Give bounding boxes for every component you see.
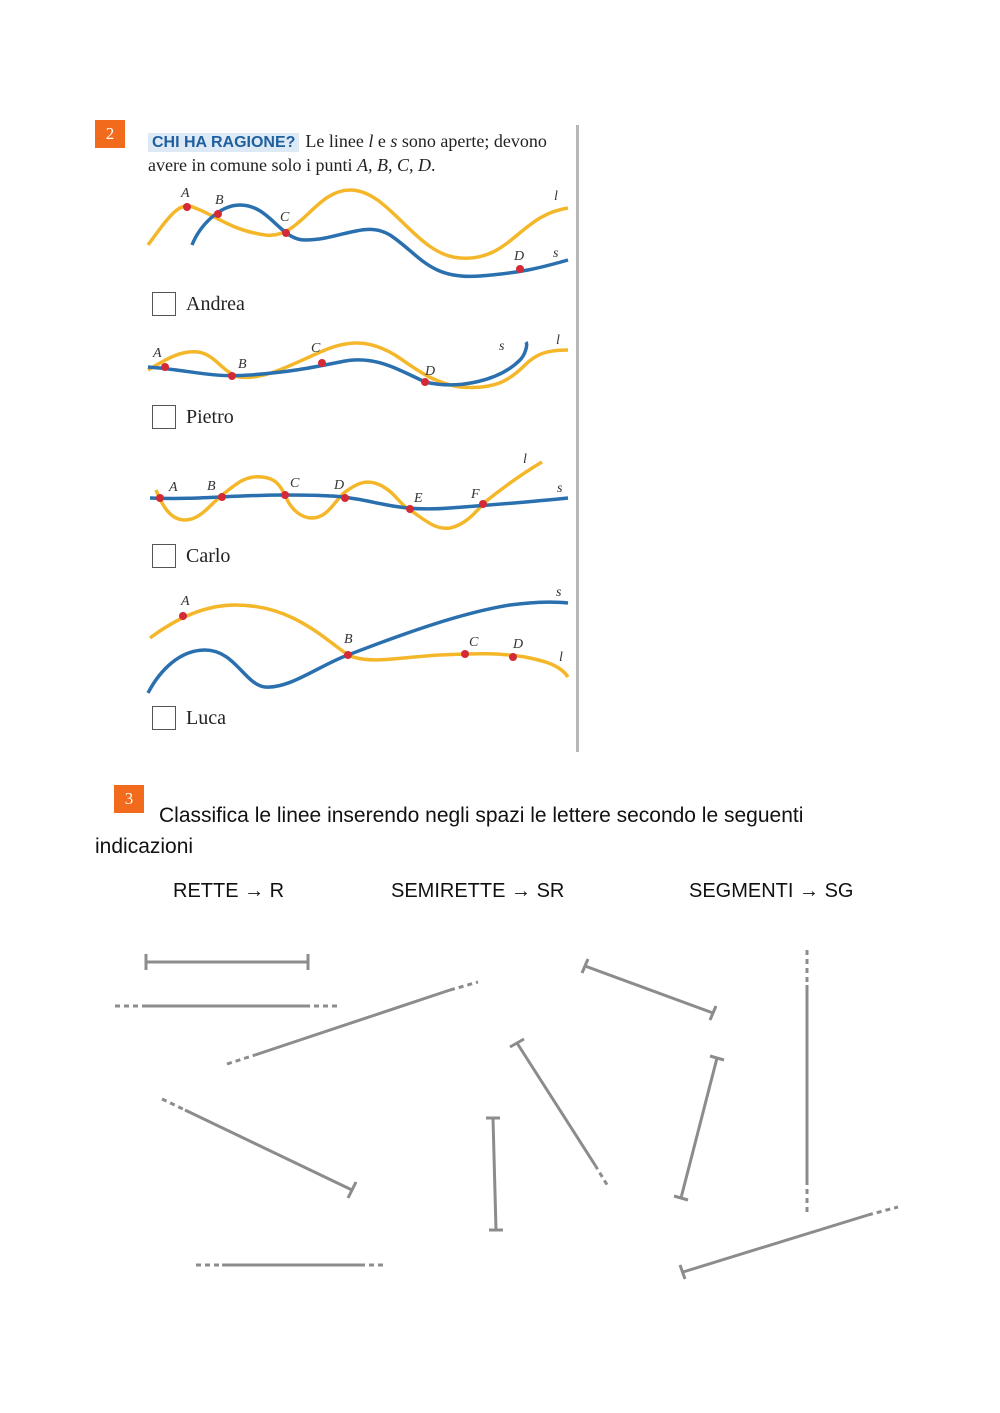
diagram-pietro — [140, 330, 580, 400]
option-label: Carlo — [186, 544, 231, 567]
label-d: D — [513, 637, 524, 652]
line-l — [148, 190, 568, 258]
point-e — [406, 505, 414, 513]
checkbox-luca[interactable] — [152, 706, 176, 730]
label-d: D — [334, 478, 345, 493]
label-s: s — [553, 246, 559, 261]
point-b — [228, 372, 236, 380]
exercise-instruction — [95, 800, 895, 862]
prompt-text: Le linee — [305, 131, 369, 151]
point-b — [214, 210, 222, 218]
option-label: Pietro — [186, 405, 234, 428]
point-d — [421, 378, 429, 386]
point-c — [461, 650, 469, 658]
lines-to-classify — [0, 930, 1000, 1300]
diagram-carlo — [140, 450, 580, 535]
option-label: Andrea — [186, 292, 245, 315]
line-figure-7 — [510, 1039, 609, 1188]
line-l — [148, 343, 568, 388]
checkbox-pietro[interactable] — [152, 405, 176, 429]
line-figure-4 — [162, 1099, 356, 1198]
exercise-number-badge: 3 — [114, 785, 144, 813]
legend-semirette: SEMIRETTE → SR — [391, 880, 565, 902]
prompt-text: e — [373, 131, 391, 151]
label-b: B — [207, 479, 216, 494]
line-s — [148, 602, 568, 693]
checkbox-carlo[interactable] — [152, 544, 176, 568]
var-l: l — [368, 131, 374, 151]
instruction-text: Classifica le linee inserendo negli spazi le lettere secondo le seguenti indicazioni — [95, 804, 804, 858]
line-figure-6 — [486, 1118, 503, 1230]
label-f: F — [471, 487, 480, 502]
line-l — [156, 462, 542, 528]
point-d — [516, 265, 524, 273]
label-d: D — [514, 249, 525, 264]
label-b: B — [238, 357, 247, 372]
checkbox-andrea[interactable] — [152, 292, 176, 316]
label-l: l — [559, 650, 563, 665]
option-luca[interactable] — [152, 705, 226, 731]
label-a: A — [153, 346, 162, 361]
label-s: s — [499, 339, 505, 354]
label-b: B — [215, 193, 224, 208]
option-pietro[interactable] — [152, 404, 234, 430]
label-c: C — [469, 635, 479, 650]
point-a — [183, 203, 191, 211]
prompt-heading: CHI HA RAGIONE? — [148, 133, 299, 152]
line-figure-1 — [146, 954, 308, 970]
prompt-text: . — [430, 155, 436, 175]
label-a: A — [181, 186, 190, 201]
option-andrea[interactable] — [152, 291, 245, 317]
point-f — [479, 500, 487, 508]
prompt-text: sono aperte; devono avere in comune solo i punti — [148, 131, 547, 175]
line-figure-9 — [674, 1056, 724, 1200]
label-a: A — [169, 480, 178, 495]
label-c: C — [280, 210, 290, 225]
point-b — [344, 651, 352, 659]
option-carlo[interactable] — [152, 543, 230, 569]
label-c: C — [290, 476, 300, 491]
legend-segmenti: SEGMENTI → SG — [689, 880, 854, 902]
label-l: l — [523, 452, 527, 467]
point-c — [281, 491, 289, 499]
point-a — [179, 612, 187, 620]
label-c: C — [311, 341, 321, 356]
label-l: l — [554, 189, 558, 204]
line-s — [148, 342, 527, 385]
prompt-points: A, B, C, D — [356, 155, 431, 175]
label-b: B — [344, 632, 353, 647]
line-figure-3 — [227, 982, 478, 1064]
point-d — [341, 494, 349, 502]
exercise-number-badge: 2 — [95, 120, 125, 148]
line-figure-11 — [680, 1207, 898, 1279]
point-c — [282, 229, 290, 237]
diagram-andrea — [140, 180, 580, 285]
point-d — [509, 653, 517, 661]
label-e: E — [414, 491, 423, 506]
point-c — [318, 359, 326, 367]
point-a — [156, 494, 164, 502]
line-l — [150, 605, 568, 677]
point-a — [161, 363, 169, 371]
label-a: A — [181, 594, 190, 609]
label-l: l — [556, 333, 560, 348]
var-s: s — [390, 131, 398, 151]
legend-rette: RETTE → R — [173, 880, 285, 902]
diagram-luca — [140, 585, 580, 700]
label-s: s — [556, 585, 562, 600]
exercise-prompt — [148, 130, 573, 177]
label-d: D — [425, 364, 436, 379]
point-b — [218, 493, 226, 501]
label-s: s — [557, 481, 563, 496]
line-figure-8 — [582, 959, 716, 1020]
option-label: Luca — [186, 706, 226, 729]
